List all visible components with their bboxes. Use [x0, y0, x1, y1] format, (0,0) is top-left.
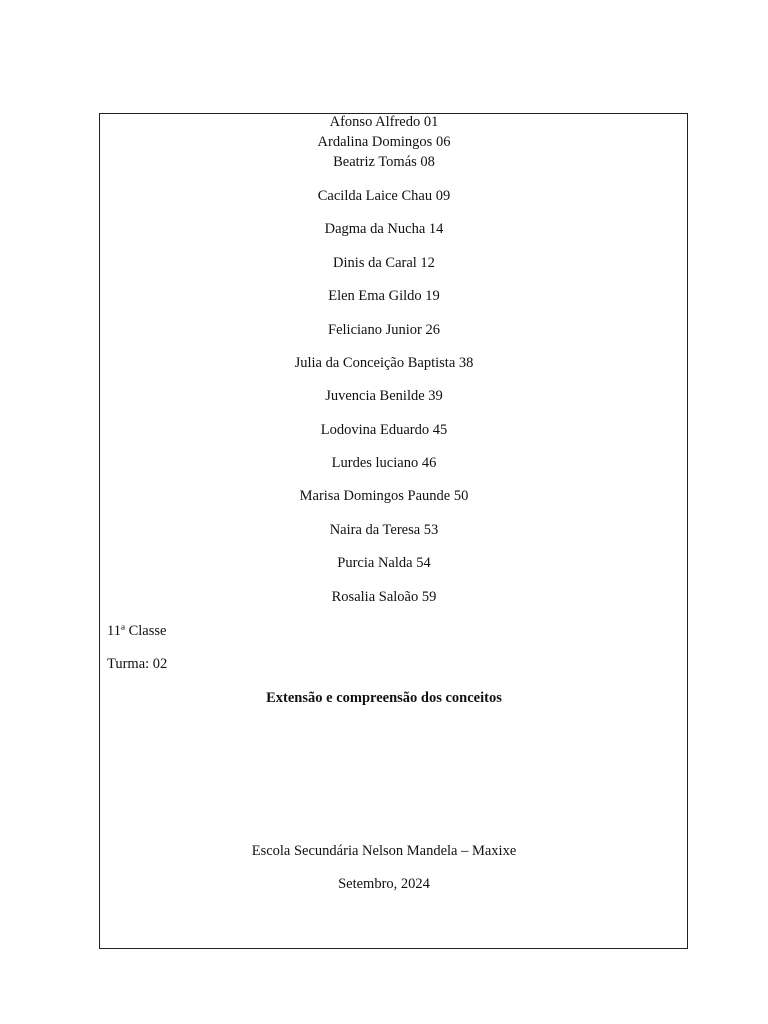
member-name: Dinis da Caral 12 — [333, 255, 435, 271]
member-name: Marisa Domingos Paunde 50 — [299, 488, 469, 504]
member-name: Afonso Alfredo 01 — [329, 114, 439, 130]
member-name: Lodovina Eduardo 45 — [320, 422, 448, 438]
member-name: Purcia Nalda 54 — [337, 555, 431, 571]
member-name: Julia da Conceição Baptista 38 — [294, 355, 474, 371]
class-label: 11ª Classe — [107, 623, 167, 639]
member-name: Lurdes luciano 46 — [331, 455, 437, 471]
member-name: Dagma da Nucha 14 — [324, 221, 444, 237]
member-name: Rosalia Saloão 59 — [331, 589, 437, 605]
member-name: Juvencia Benilde 39 — [325, 388, 443, 404]
member-name: Beatriz Tomás 08 — [333, 154, 435, 170]
document-title: Extensão e compreensão dos conceitos — [266, 690, 502, 706]
document-date: Setembro, 2024 — [338, 876, 430, 892]
member-name: Ardalina Domingos 06 — [317, 134, 451, 150]
group-label: Turma: 02 — [107, 656, 168, 672]
member-name: Elen Ema Gildo 19 — [328, 288, 440, 304]
member-name: Cacilda Laice Chau 09 — [317, 188, 451, 204]
member-name: Feliciano Junior 26 — [328, 322, 440, 338]
member-name: Naira da Teresa 53 — [329, 522, 439, 538]
school-name: Escola Secundária Nelson Mandela – Maxixe — [251, 843, 517, 859]
